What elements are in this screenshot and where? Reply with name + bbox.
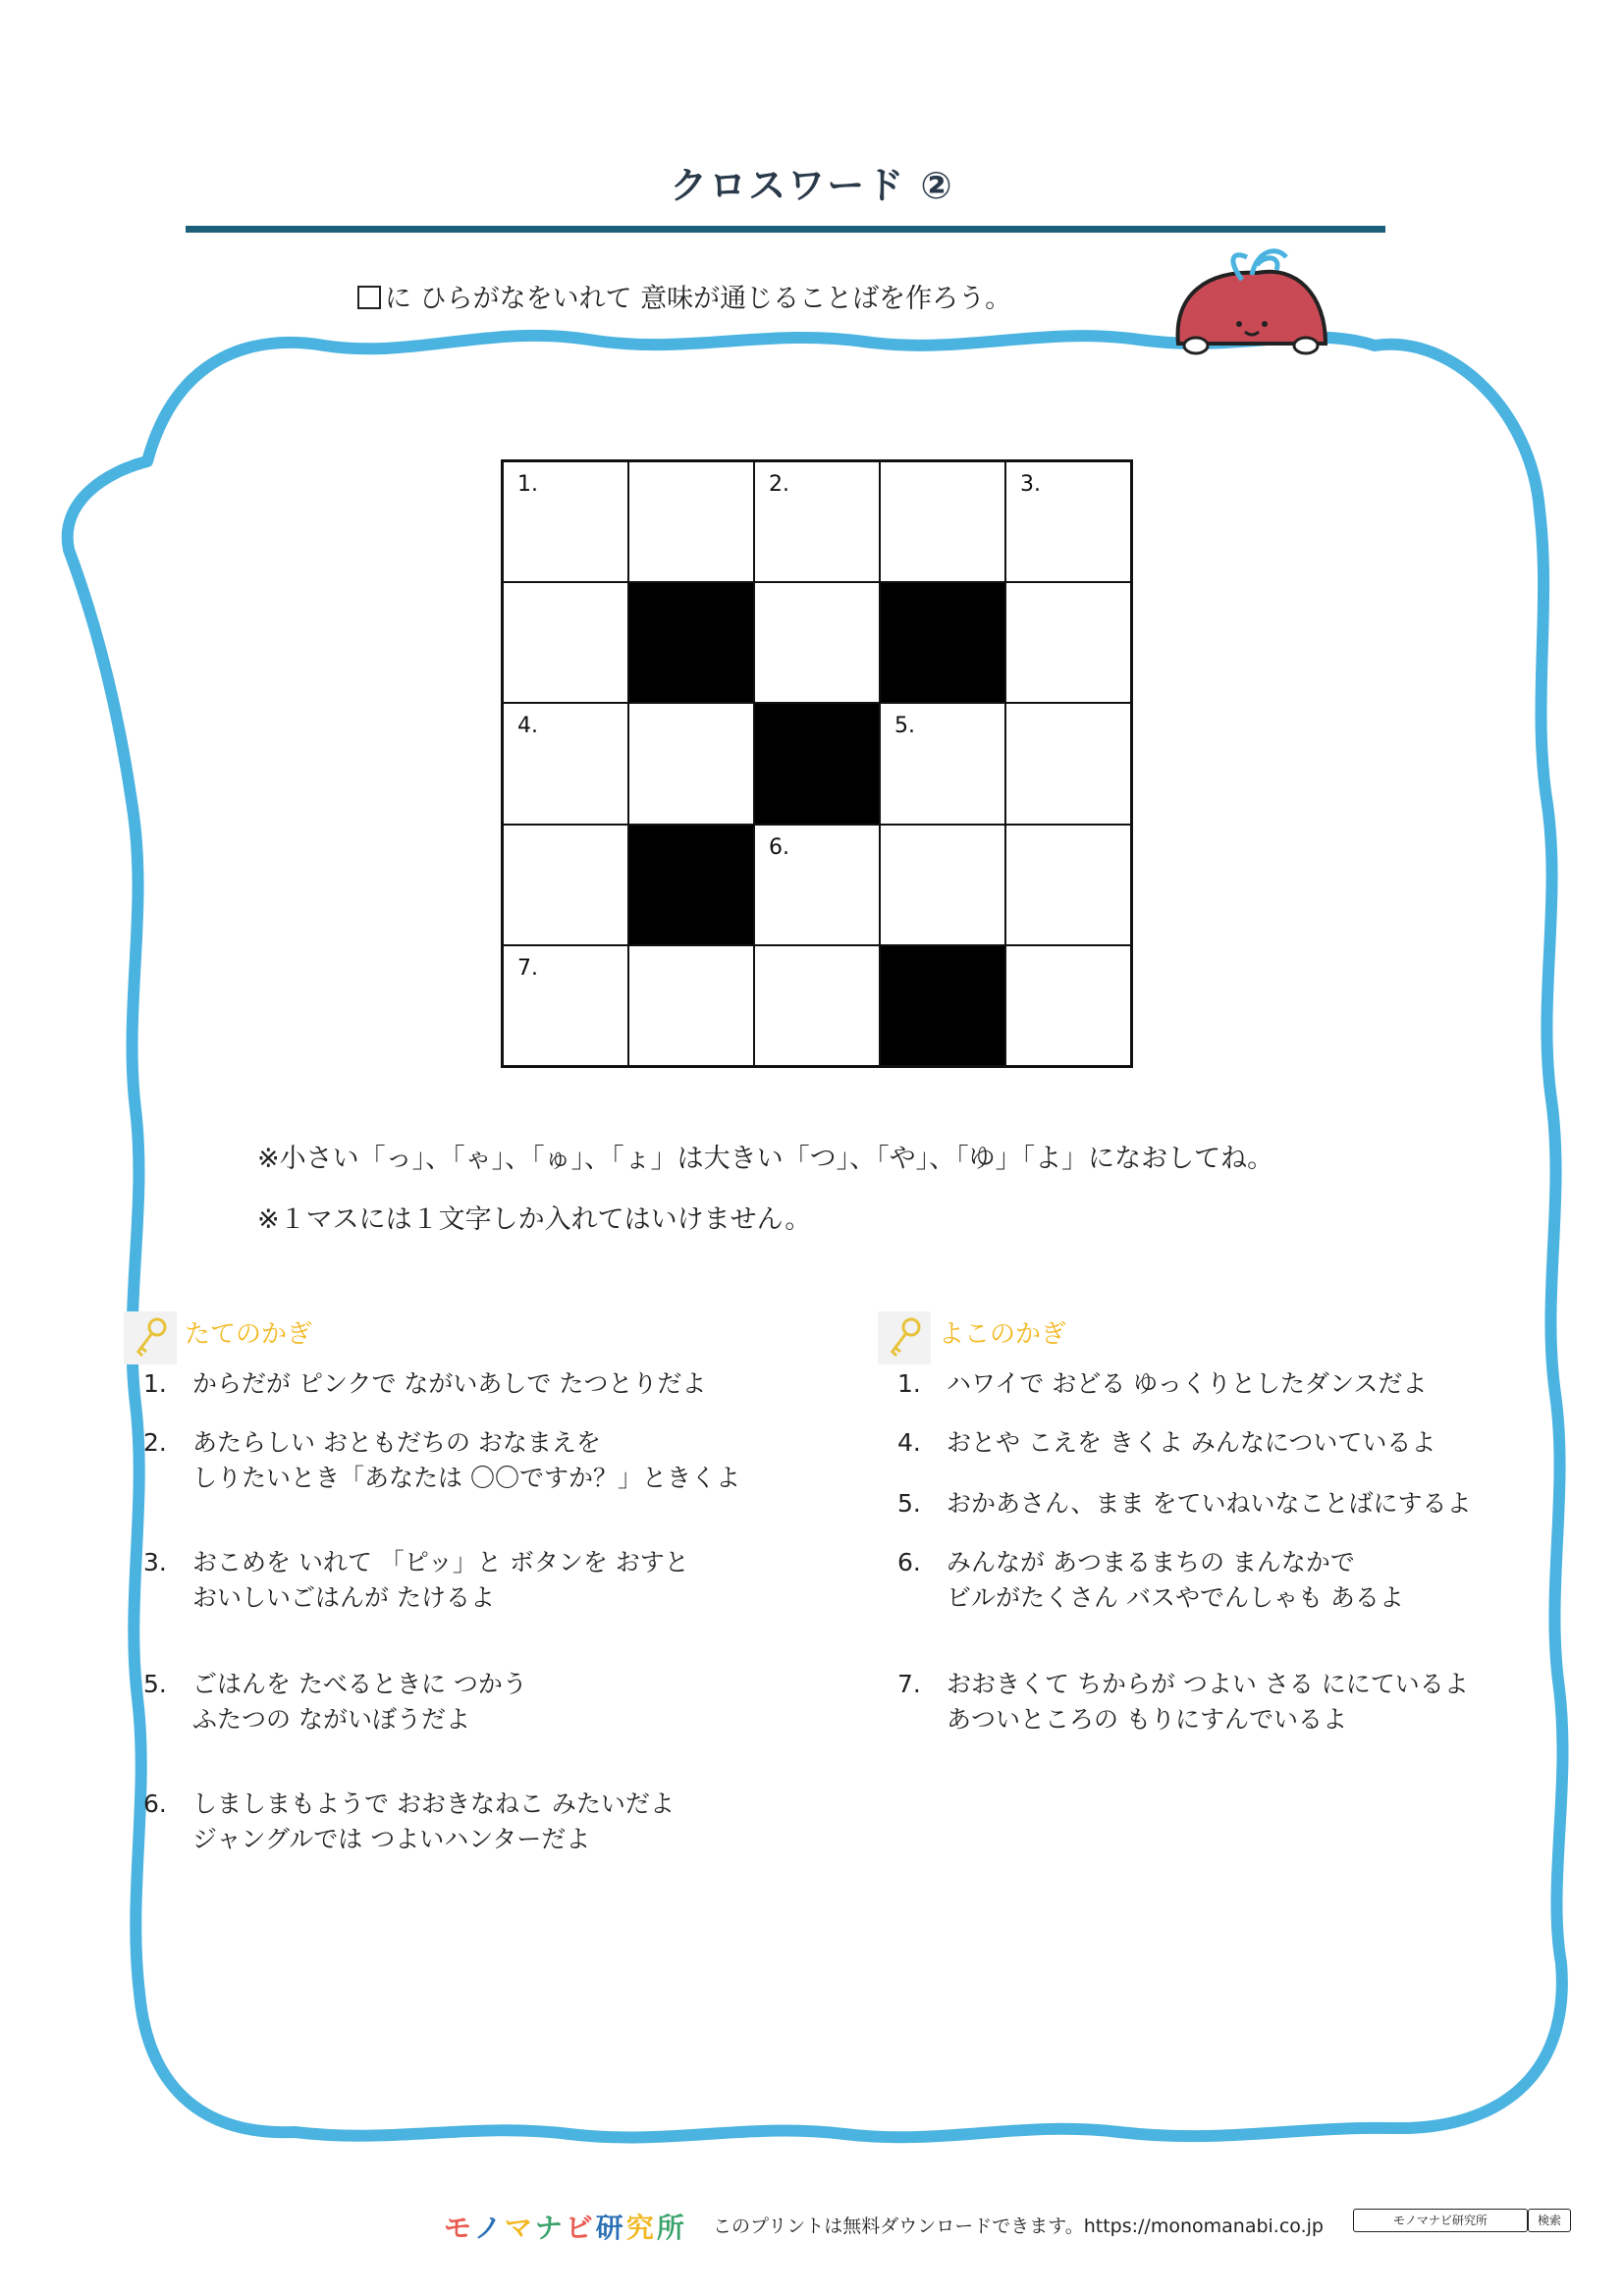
- title-divider: [186, 226, 1385, 233]
- cell-number: 1.: [517, 472, 538, 497]
- clue-number: 5.: [143, 1670, 167, 1698]
- clue-item: [143, 1425, 740, 1496]
- grid-cell[interactable]: [1005, 825, 1131, 945]
- footer-logo: モノマナビ研究所: [444, 2212, 687, 2244]
- note-small-kana: ※小さい「っ」、「ゃ」、「ゅ」、「ょ」は大きい「つ」、「や」、「ゆ」「よ」になおしてね。: [257, 1144, 1274, 1174]
- clue-text: あたらしい おともだちの おなまえを: [192, 1428, 601, 1457]
- instruction-label: に ひらがなをいれて 意味が通じることばを作ろう。: [385, 284, 1012, 314]
- clue-text: ごはんを たべるときに つかう: [192, 1670, 527, 1698]
- clue-number: 2.: [143, 1428, 167, 1457]
- grid-cell[interactable]: [503, 945, 628, 1066]
- clue-text: ジャングルでは つよいハンターだよ: [192, 1825, 591, 1853]
- clue-number: 1.: [143, 1369, 167, 1398]
- across-clues-heading: [878, 1311, 1066, 1364]
- clue-item: [897, 1366, 1427, 1402]
- grid-cell-black: [880, 945, 1005, 1066]
- clue-item: [897, 1545, 1404, 1616]
- empty-square-icon: [357, 286, 381, 309]
- cell-number: 7.: [517, 955, 538, 981]
- cell-number: 4.: [517, 714, 538, 739]
- apple-mascot-icon: [1178, 251, 1326, 353]
- note-one-char: ※１マスには１文字しか入れてはいけません。: [257, 1204, 812, 1235]
- clue-text: おとや こえを きくよ みんなについているよ: [947, 1428, 1436, 1457]
- crossword-grid: [501, 459, 1133, 1068]
- clue-number: 7.: [897, 1670, 921, 1698]
- clue-text: おいしいごはんが たけるよ: [192, 1583, 495, 1612]
- clue-text: みんなが あつまるまちの まんなかで: [947, 1548, 1355, 1576]
- clue-number: 6.: [897, 1548, 921, 1576]
- clue-item: [143, 1667, 527, 1737]
- grid-cell[interactable]: [880, 461, 1005, 582]
- clue-item: [143, 1787, 675, 1857]
- grid-cell[interactable]: [503, 825, 628, 945]
- grid-cell[interactable]: [503, 703, 628, 824]
- grid-cell-black: [880, 582, 1005, 703]
- grid-cell-black: [754, 703, 880, 824]
- grid-cell[interactable]: [503, 582, 628, 703]
- grid-cell[interactable]: [754, 945, 880, 1066]
- clue-text: おおきくて ちからが つよい さる ににているよ: [947, 1670, 1469, 1698]
- grid-cell-black: [628, 582, 754, 703]
- grid-cell[interactable]: [754, 825, 880, 945]
- clue-text: ビルがたくさん バスやでんしゃも あるよ: [947, 1583, 1404, 1612]
- grid-cell[interactable]: [503, 461, 628, 582]
- grid-cell[interactable]: [754, 461, 880, 582]
- grid-cell[interactable]: [880, 703, 1005, 824]
- clue-text: あついところの もりにすんでいるよ: [947, 1705, 1347, 1734]
- clue-text: ハワイで おどる ゆっくりとしたダンスだよ: [947, 1369, 1428, 1398]
- clue-text: おこめを いれて 「ピッ」と ボタンを おすと: [192, 1548, 689, 1576]
- key-icon: [124, 1311, 177, 1364]
- clue-number: 6.: [143, 1789, 167, 1818]
- footer-search-button: 検索: [1528, 2209, 1571, 2232]
- clue-item: [143, 1545, 689, 1616]
- grid-cell[interactable]: [1005, 461, 1131, 582]
- clue-text: ふたつの ながいぼうだよ: [192, 1705, 470, 1734]
- clue-number: 4.: [897, 1428, 921, 1457]
- cell-number: 2.: [769, 472, 789, 497]
- clue-text: しりたいとき「あなたは 〇〇ですか？」ときくよ: [192, 1464, 740, 1492]
- grid-cell-black: [628, 825, 754, 945]
- clue-text: しましまもようで おおきなねこ みたいだよ: [192, 1789, 675, 1818]
- cell-number: 6.: [769, 834, 789, 860]
- clue-item: [897, 1667, 1469, 1737]
- grid-cell[interactable]: [1005, 582, 1131, 703]
- cell-number: 3.: [1020, 472, 1041, 497]
- clue-item: [897, 1486, 1471, 1522]
- grid-cell[interactable]: [628, 461, 754, 582]
- grid-cell[interactable]: [754, 582, 880, 703]
- page-title: クロスワード ②: [670, 164, 954, 207]
- key-icon: [878, 1311, 931, 1364]
- grid-cell[interactable]: [1005, 945, 1131, 1066]
- clue-number: 5.: [897, 1489, 921, 1518]
- clue-item: [897, 1425, 1435, 1461]
- across-heading-label: よこのかぎ: [939, 1319, 1067, 1350]
- footer-download-text: このプリントは無料ダウンロードできます。https://monomanabi.co.jp: [713, 2216, 1324, 2237]
- clue-number: 1.: [897, 1369, 921, 1398]
- instruction-text: [357, 277, 1011, 315]
- footer-search-box: モノマナビ研究所: [1353, 2209, 1528, 2232]
- clue-text: おかあさん、まま をていねいなことばにするよ: [947, 1489, 1472, 1518]
- down-heading-label: たてのかぎ: [185, 1319, 313, 1350]
- cell-number: 5.: [894, 714, 915, 739]
- grid-cell[interactable]: [628, 703, 754, 824]
- clue-item: [143, 1366, 706, 1402]
- grid-cell[interactable]: [880, 825, 1005, 945]
- clue-number: 3.: [143, 1548, 167, 1576]
- down-clues-heading: [124, 1311, 312, 1364]
- clue-text: からだが ピンクで ながいあしで たつとりだよ: [192, 1369, 707, 1398]
- grid-cell[interactable]: [1005, 703, 1131, 824]
- grid-cell[interactable]: [628, 945, 754, 1066]
